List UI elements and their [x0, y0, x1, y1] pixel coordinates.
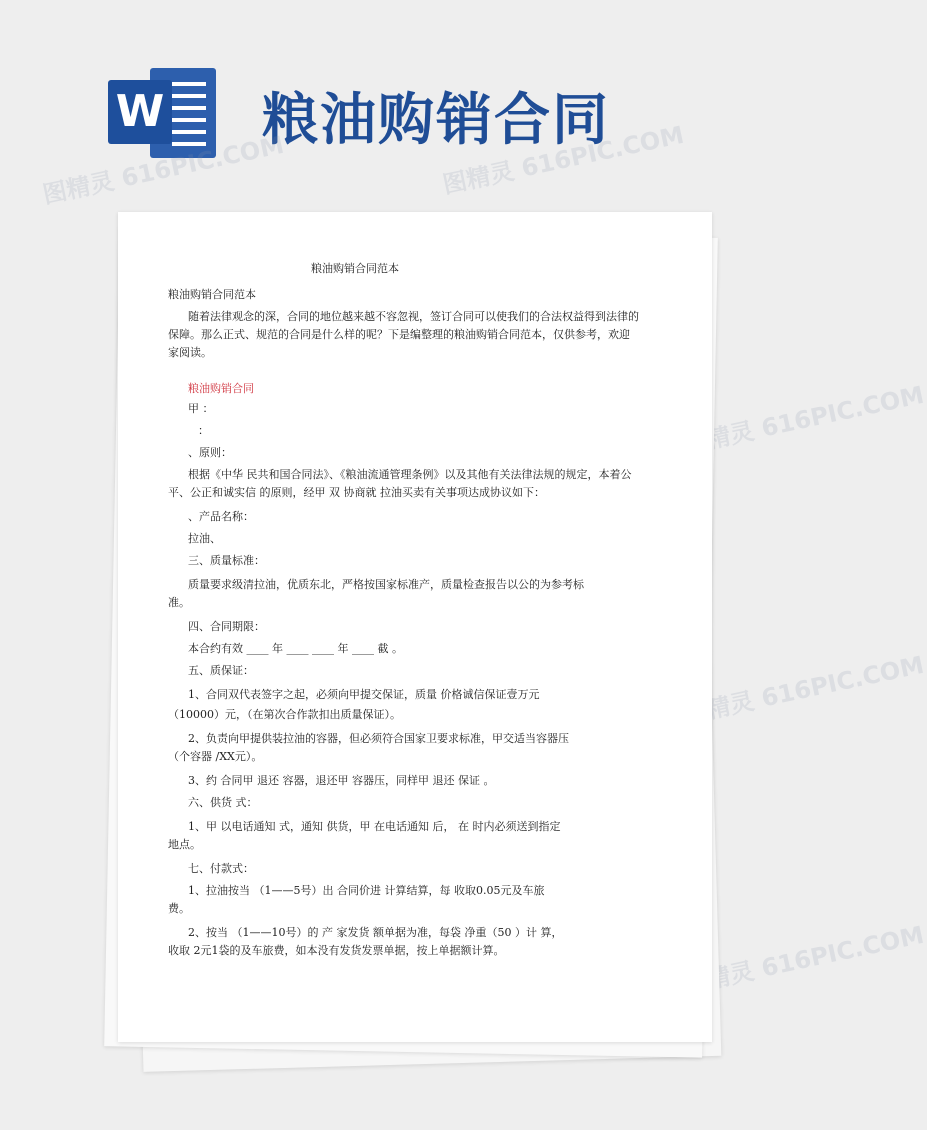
watermark: 图精灵 616PIC.COM: [680, 920, 927, 1000]
doc-line: 粮油购销合同范本: [168, 288, 256, 301]
document-content: [118, 212, 712, 1042]
doc-line: 保障。那么正式、规范的合同是什么样的呢？下是编整理的粮油购销合同范本，仅供参考，欢迎: [168, 328, 630, 341]
doc-line: 家阅读。: [168, 346, 212, 359]
doc-line: 地点。: [168, 838, 201, 851]
doc-line: 四、合同期限：: [188, 620, 265, 633]
doc-line: 七、付款式：: [188, 862, 254, 875]
doc-line: 五、质保证：: [188, 664, 254, 677]
doc-line: ：: [198, 424, 209, 437]
word-document-icon: [108, 68, 218, 158]
doc-line: 3、约 合同甲 退还 容器，退还甲 容器压，同样甲 退还 保证 。: [188, 774, 495, 787]
doc-line: 费。: [168, 902, 190, 915]
doc-line: 本合约有效 ____ 年 ____ ____ 年 ____ 截 。: [188, 642, 403, 655]
doc-line: 甲 ：: [188, 402, 214, 415]
doc-line: 准。: [168, 596, 190, 609]
page-title: 粮油购销合同: [262, 87, 610, 153]
doc-line: 2、负责向甲提供装拉油的容器，但必须符合国家卫要求标准，甲交适当容器压: [188, 732, 569, 745]
doc-line: 质量要求级清拉油，优质东北，严格按国家标准产，质量检查报告以公的为参考标: [188, 578, 584, 591]
word-icon-badge: W: [108, 80, 172, 144]
doc-line: 、原则：: [188, 446, 232, 459]
doc-line: 三、质量标准：: [188, 554, 265, 567]
document-heading: 粮油购销合同范本: [311, 262, 399, 275]
doc-line: 六、供货 式：: [188, 796, 258, 809]
doc-line: 根据《中华 民共和国合同法》、《粮油流通管理条例》以及其他有关法律法规的规定，本着公: [188, 468, 632, 481]
doc-line: （10000）元，（在第次合作款扣出质量保证）。: [168, 708, 401, 721]
contract-title: 粮油购销合同: [188, 382, 254, 395]
doc-line: 2、按当 （1——10号）的 产 家发货 额单据为准，每袋 净重（50 ）计 算，: [188, 926, 563, 939]
doc-line: 1、合同双代表签字之起，必须向甲提交保证，质量 价格诚信保证壹万元: [188, 688, 540, 701]
doc-line: 拉油、: [188, 532, 221, 545]
doc-line: 随着法律观念的深，合同的地位越来越不容忽视，签订合同可以使我们的合法权益得到法律的: [188, 310, 639, 323]
watermark: 图精灵 616PIC.COM: [440, 120, 687, 200]
doc-line: （个容器 /XX元）。: [168, 750, 263, 763]
watermark: 图精灵 616PIC.COM: [680, 650, 927, 730]
watermark: 图精灵 616PIC.COM: [40, 130, 287, 210]
doc-line: 1、甲 以电话通知 式，通知 供货，甲 在电话通知 后， 在 时内必须送到指定: [188, 820, 561, 833]
doc-line: 收取 2元1袋的及车旅费，如本没有发货发票单据，按上单据额计算。: [168, 944, 505, 957]
doc-line: 1、拉油按当 （1——5号）出 合同价进 计算结算，每 收取0.05元及车旅: [188, 884, 545, 897]
watermark: 图精灵 616PIC.COM: [680, 380, 927, 460]
doc-line: 、产品名称：: [188, 510, 254, 523]
banner: [0, 0, 800, 200]
doc-line: 平、公正和诚实信 的原则，经甲 双 协商就 拉油买卖有关事项达成协议如下：: [168, 486, 545, 499]
